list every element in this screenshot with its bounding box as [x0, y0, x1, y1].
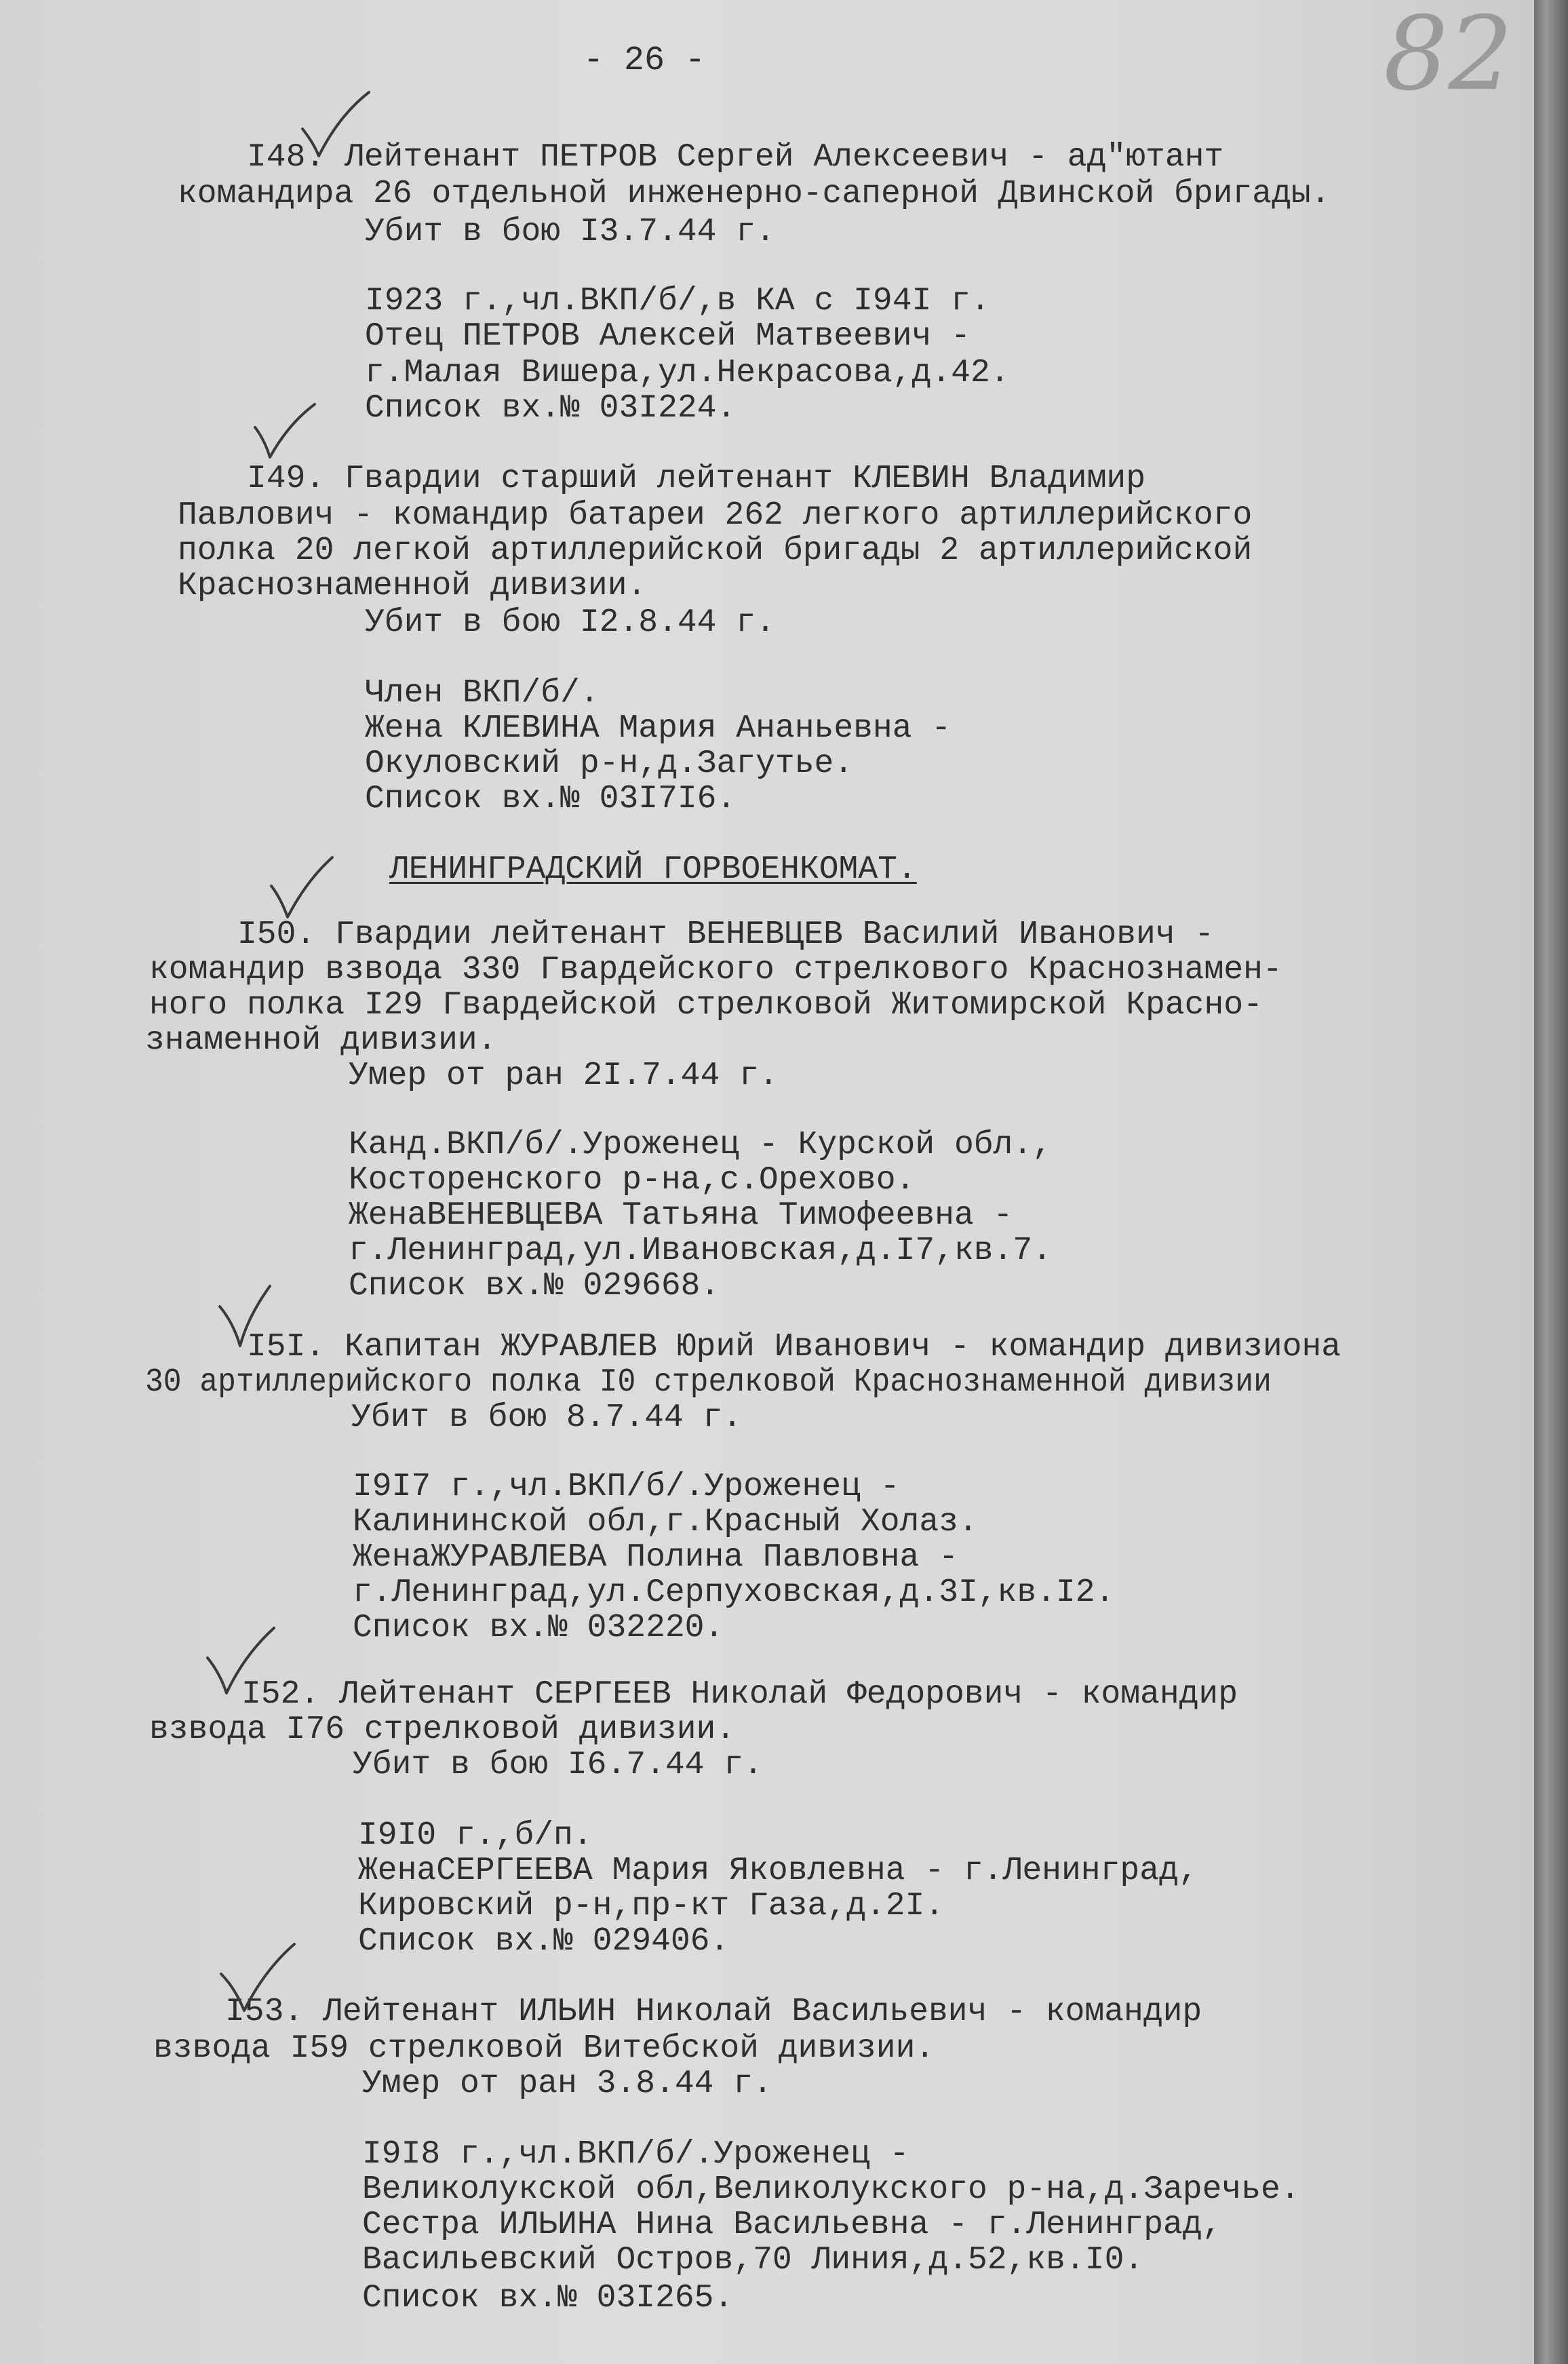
entry-line: I49. Гвардии старший лейтенант КЛЕВИН Владимир	[247, 461, 1146, 497]
entry-line: командир взвода 330 Гвардейского стрелкового Краснознамен-	[149, 952, 1282, 988]
entry-line: взвода I59 стрелковой Витебской дивизии.	[153, 2030, 935, 2067]
entry-status: Убит в бою I2.8.44 г.	[365, 604, 775, 641]
entry-detail: Кировский р-н,пр-кт Газа,д.2I.	[358, 1888, 945, 1924]
check-mark-icon	[216, 1282, 290, 1350]
entry-line: полка 20 легкой артиллерийской бригады 2 артиллерийской	[178, 532, 1253, 569]
entry-detail: I9I8 г.,чл.ВКП/б/.Уроженец -	[362, 2136, 909, 2173]
entry-line: I5I. Капитан ЖУРАВЛЕВ Юрий Иванович - командир дивизиона	[247, 1329, 1341, 1365]
entry-record-number: Список вх.№ 029668.	[349, 1268, 720, 1304]
check-mark-icon	[267, 853, 335, 921]
entry-status: Убит в бою 8.7.44 г.	[351, 1399, 743, 1436]
entry-line: взвода I76 стрелковой дивизии.	[149, 1711, 736, 1748]
section-heading: ЛЕНИНГРАДСКИЙ ГОРВОЕНКОМАТ.	[389, 851, 917, 888]
page-number: - 26 -	[583, 41, 706, 80]
entry-detail: Канд.ВКП/б/.Уроженец - Курской обл.,	[349, 1127, 1052, 1163]
entry-detail: I9I7 г.,чл.ВКП/б/.Уроженец -	[353, 1469, 900, 1505]
check-mark-icon	[217, 1940, 298, 2015]
entry-line: Павлович - командир батареи 262 легкого артиллерийского	[178, 497, 1253, 534]
entry-record-number: Список вх.№ 03I265.	[362, 2280, 734, 2317]
entry-detail: ЖенаВЕНЕВЦЕВА Татьяна Тимофеевна -	[349, 1197, 1013, 1234]
entry-line: ного полка I29 Гвардейской стрелковой Житомирской Красно-	[149, 987, 1263, 1024]
entry-detail: Отец ПЕТРОВ Алексей Матвеевич -	[365, 318, 971, 355]
entry-line: командира 26 отдельной инженерно-саперной Двинской бригады.	[178, 176, 1331, 212]
entry-detail: ЖенаСЕРГЕЕВА Мария Яковлевна - г.Ленинград,	[358, 1853, 1198, 1889]
entry-status: Умер от ран 2I.7.44 г.	[349, 1058, 779, 1094]
entry-detail: ЖенаЖУРАВЛЕВА Полина Павловна -	[353, 1539, 958, 1576]
check-mark-icon	[251, 400, 319, 461]
entry-detail: Великолукской обл,Великолукского р-на,д.Заречье.	[362, 2171, 1300, 2208]
entry-detail: I923 г.,чл.ВКП/б/,в КА с I94I г.	[365, 283, 990, 319]
page-binding-edge	[1534, 0, 1568, 2364]
entry-line: I53. Лейтенант ИЛЬИН Николай Васильевич - командир	[225, 1994, 1202, 2030]
entry-record-number: Список вх.№ 032220.	[353, 1610, 724, 1646]
entry-detail: г.Ленинград,ул.Ивановская,д.I7,кв.7.	[349, 1233, 1052, 1269]
entry-detail: Жена КЛЕВИНА Мария Ананьевна -	[365, 710, 952, 747]
entry-line: знаменной дивизии.	[145, 1022, 497, 1059]
entry-detail: г.Малая Вишера,ул.Некрасова,д.42.	[365, 355, 1010, 391]
entry-line: I50. Гвардии лейтенант ВЕНЕВЦЕВ Василий Иванович -	[237, 916, 1215, 953]
check-mark-icon	[203, 1623, 278, 1697]
entry-status: Убит в бою I6.7.44 г.	[353, 1747, 763, 1783]
entry-detail: Сестра ИЛЬИНА Нина Васильевна - г.Ленинград,	[362, 2207, 1222, 2243]
entry-line: 30 артиллерийского полка I0 стрелковой Краснознаменной дивизии	[145, 1364, 1272, 1401]
entry-line: I48. Лейтенант ПЕТРОВ Сергей Алексеевич - ад"ютант	[247, 139, 1224, 176]
entry-line: Краснознаменной дивизии.	[178, 568, 647, 604]
entry-record-number: Список вх.№ 03I7I6.	[365, 781, 737, 817]
entry-status: Умер от ран 3.8.44 г.	[362, 2066, 772, 2102]
entry-detail: Член ВКП/б/.	[365, 675, 600, 712]
entry-detail: г.Ленинград,ул.Серпуховская,д.3I,кв.I2.	[353, 1574, 1115, 1611]
entry-line: I52. Лейтенант СЕРГЕЕВ Николай Федорович - командир	[241, 1676, 1238, 1713]
check-mark-icon	[298, 88, 373, 163]
entry-detail: Калининской обл,г.Красный Холаз.	[353, 1504, 978, 1541]
entry-detail: I9I0 г.,б/п.	[358, 1817, 593, 1854]
entry-record-number: Список вх.№ 029406.	[358, 1923, 730, 1960]
entry-detail: Васильевский Остров,70 Линия,д.52,кв.I0.	[362, 2242, 1144, 2279]
entry-record-number: Список вх.№ 03I224.	[365, 390, 737, 427]
entry-detail: Окуловский р-н,д.Загутье.	[365, 745, 854, 782]
entry-detail: Косторенского р-на,с.Орехово.	[349, 1162, 916, 1199]
archive-page-number: 82	[1384, 0, 1513, 113]
entry-status: Убит в бою I3.7.44 г.	[365, 214, 775, 250]
